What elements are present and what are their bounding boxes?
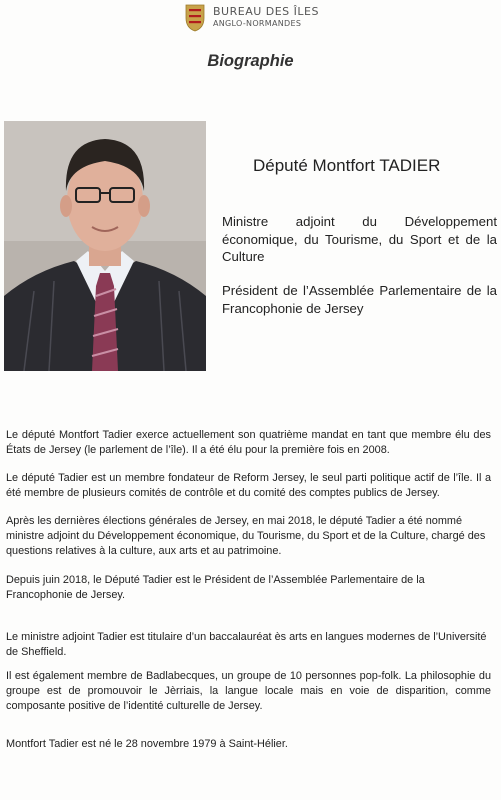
bio-paragraph: Après les dernières élections générales de Jersey, en mai 2018, le député Tadier a été nommé ministre adjoint du Développement économique, du Tourisme, du Sport et de la Culture, chargé des questions relatives à la culture, aux arts et au patrimoine. xyxy=(6,515,486,557)
portrait-photo xyxy=(4,121,206,371)
document-title: Biographie xyxy=(207,52,294,70)
organization-name-line2: ANGLO-NORMANDES xyxy=(213,19,302,28)
person-name: Député Montfort TADIER xyxy=(253,156,441,175)
bio-paragraph: Depuis juin 2018, le Député Tadier est le Président de l’Assemblée Parlementaire de la Francophonie de Jersey. xyxy=(6,574,425,601)
role-minister: Ministre adjoint du Développement économique, du Tourisme, du Sport et de la Culture xyxy=(222,214,497,264)
bio-paragraph: Le ministre adjoint Tadier est titulaire d’un baccalauréat ès arts en langues modernes de l’Université de Sheffield. xyxy=(6,631,487,658)
bio-paragraph: Le député Tadier est un membre fondateur de Reform Jersey, le seul parti politique actif de l’île. Il a été membre de plusieurs comités de contrôle et du comité des comptes publics de Jersey. xyxy=(6,472,491,499)
organization-name-line1: BUREAU DES ÎLES xyxy=(213,5,319,18)
bio-paragraph: Il est également membre de Badlabecques, un groupe de 10 personnes pop-folk. La philosophie du groupe est de promouvoir le Jèrriais, la langue locale mais en voie de disparition, comme composante positive de l’identité culturelle de Jersey. xyxy=(6,670,491,712)
organization-name xyxy=(213,6,319,29)
bio-paragraph: Montfort Tadier est né le 28 novembre 1979 à Saint-Hélier. xyxy=(6,738,288,750)
jersey-crest-icon xyxy=(185,4,205,32)
role-president: Président de l’Assemblée Parlementaire de la Francophonie de Jersey xyxy=(222,283,497,316)
bio-paragraph: Le député Montfort Tadier exerce actuellement son quatrième mandat en tant que membre élu des États de Jersey (le parlement de l’île). Il a été élu pour la première fois en 2008. xyxy=(6,429,491,456)
